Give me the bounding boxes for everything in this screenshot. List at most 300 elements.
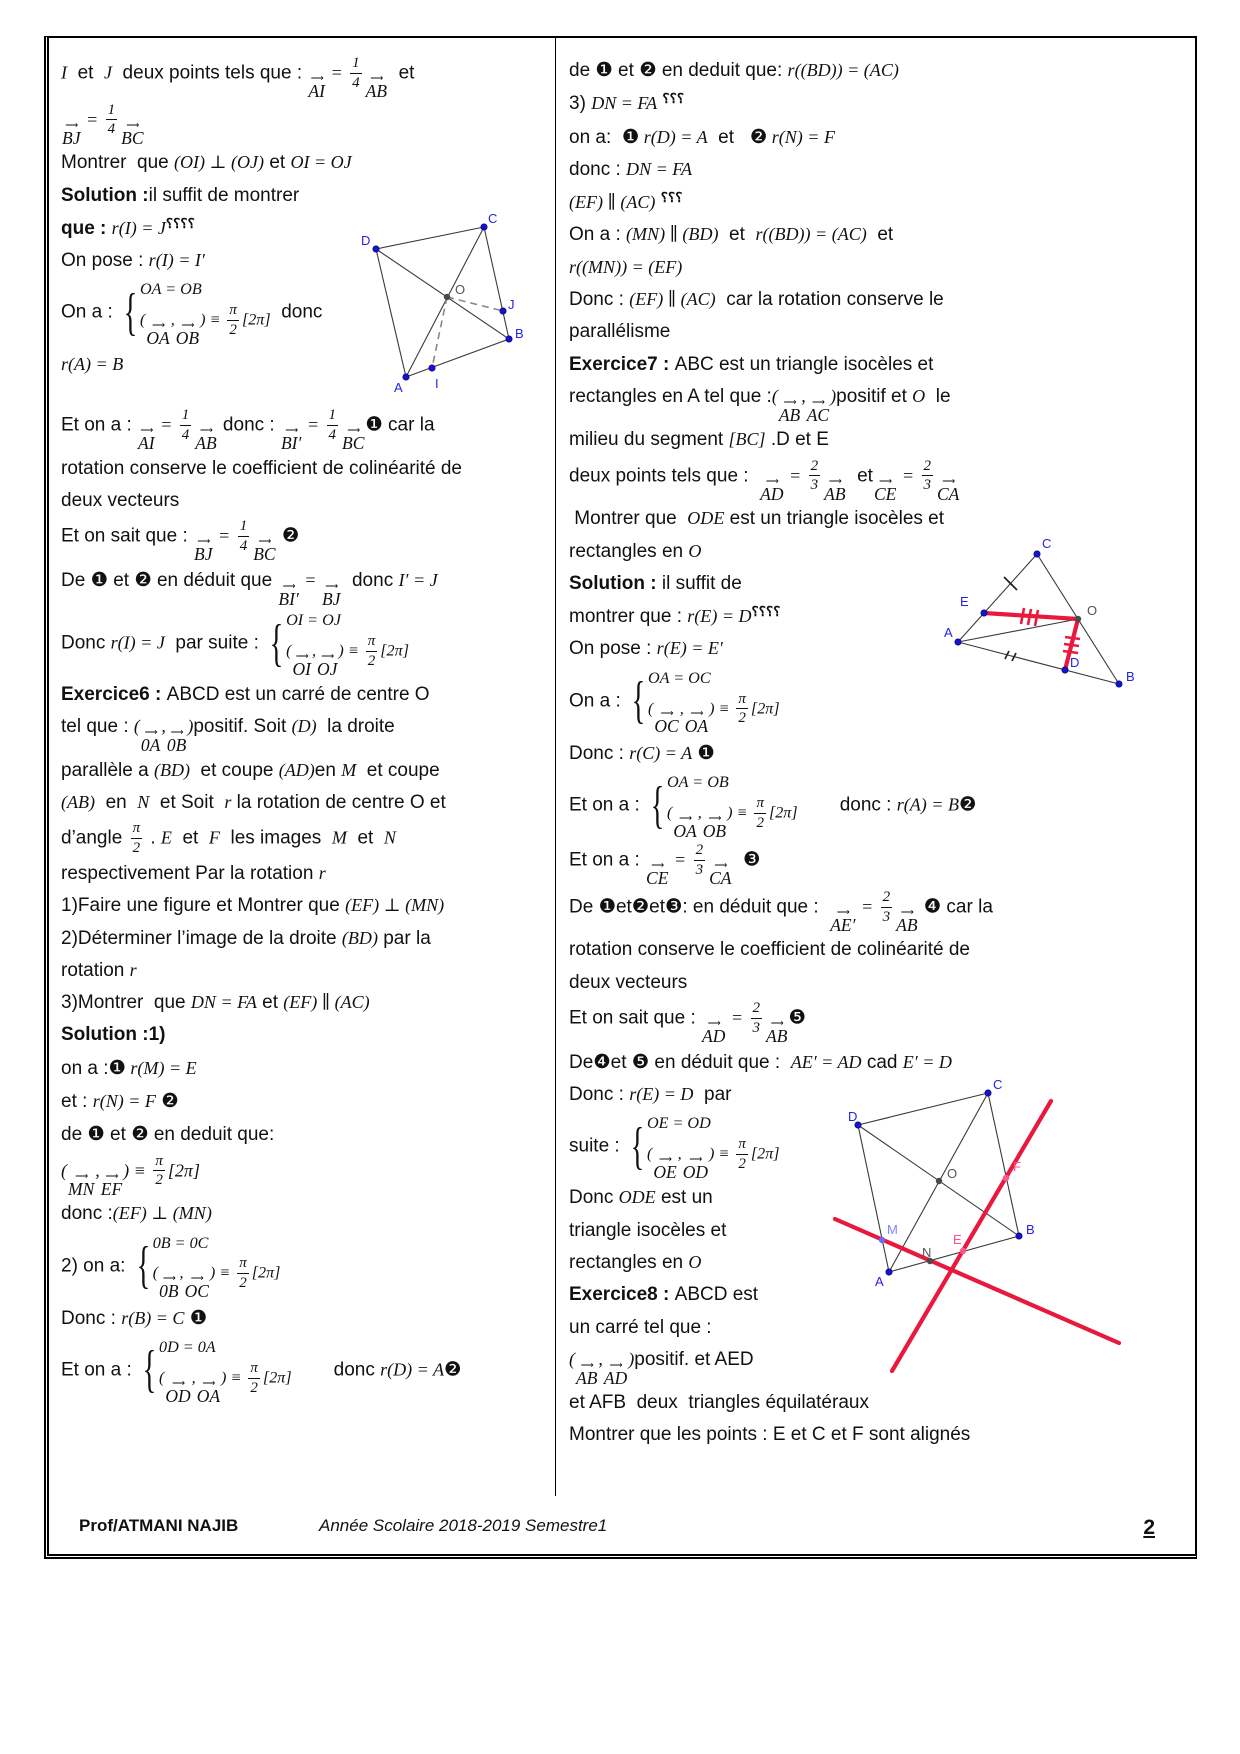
text-run: on a : — [61, 1057, 109, 1079]
vector — [576, 1359, 598, 1388]
text-run: Et on a : — [569, 794, 646, 816]
text-run: et — [388, 62, 415, 84]
math-run: = — [726, 1007, 748, 1028]
text-run: Donc — [569, 1187, 619, 1209]
step-badge: ❺ — [631, 1050, 650, 1073]
vector-name: OA — [146, 328, 170, 349]
vector-arrow-icon: ⟶ — [708, 812, 721, 823]
math-run: E′ = D — [902, 1051, 952, 1072]
vector-arrow-icon: ⟶ — [172, 1377, 184, 1388]
vector — [937, 475, 960, 504]
math-run: r((BD)) = (AC) — [755, 224, 867, 245]
vector-name: AB — [365, 81, 388, 102]
bold-text-run: Solution : — [61, 184, 149, 206]
text-run: De — [569, 896, 599, 918]
math-run: ) ≡ — [221, 1369, 246, 1387]
math-run: OI = OJ — [286, 612, 341, 630]
text-run: Montrer que — [569, 508, 688, 530]
text-run: en — [314, 759, 342, 781]
math-run: ( — [286, 642, 292, 660]
text-run: montrer que : — [569, 606, 688, 628]
math-run: (AD) — [278, 759, 315, 780]
text-run: De — [569, 1051, 594, 1073]
step-badge: ❺ — [788, 1006, 806, 1029]
text-line — [569, 349, 1189, 381]
svg-text:B: B — [1126, 668, 1135, 684]
bold-text-run: Solution :1) — [61, 1024, 166, 1046]
text-run: Donc : — [569, 1083, 630, 1105]
vector-arrow-icon: ⟶ — [75, 1170, 88, 1181]
fraction-denominator: 2 — [250, 1379, 258, 1396]
vector — [702, 812, 727, 841]
text-run: tel que : — [61, 716, 134, 738]
vector — [138, 425, 155, 454]
vector — [646, 860, 669, 889]
fraction-numerator: 2 — [752, 1000, 761, 1017]
math-run: ) ≡ — [338, 642, 363, 660]
bold-text-run: que : — [61, 217, 112, 239]
vector-name: BJ — [321, 588, 341, 609]
svg-text:F: F — [1013, 1158, 1021, 1174]
vector-name: OA — [196, 1385, 221, 1406]
vector-name: CE — [646, 868, 669, 889]
math-run: r(I) = J — [110, 632, 165, 653]
vector — [709, 860, 732, 889]
text-run: rectangles en A tel que : — [569, 385, 772, 407]
vector — [778, 396, 801, 425]
fraction-denominator: 2 — [738, 1155, 746, 1172]
math-run: r(D) = A — [639, 126, 708, 147]
step-badge: ❷ — [749, 125, 768, 148]
vector — [654, 708, 679, 737]
brace-glyph: { — [123, 283, 138, 341]
text-line — [61, 608, 547, 679]
vector — [184, 1273, 209, 1302]
text-run: et — [346, 827, 384, 849]
fraction — [751, 999, 763, 1038]
math-run: = — [669, 849, 691, 870]
text-run: rotation conserve le coefficient de colinéarité de — [61, 457, 463, 479]
text-run: donc : — [839, 794, 897, 816]
text-run: Et on a : — [61, 414, 138, 436]
text-line — [61, 1019, 547, 1051]
equation-system — [645, 771, 798, 840]
fraction — [153, 1152, 165, 1191]
text-run: deux points tels que : — [112, 62, 308, 84]
text-run: et — [846, 464, 873, 486]
math-run: N — [137, 792, 150, 813]
math-run: = — [155, 414, 177, 435]
math-run: ) — [830, 385, 837, 406]
fraction-numerator: 1 — [328, 406, 337, 423]
page-number: 2 — [1143, 1516, 1155, 1539]
text-run: et Soit — [149, 792, 225, 814]
text-run: On pose : — [569, 638, 657, 660]
text-run: 2) on a: — [61, 1255, 131, 1277]
text-run: et — [264, 152, 291, 174]
text-run: 1)Faire une figure et Montrer que — [61, 895, 346, 917]
vector — [195, 425, 217, 454]
math-run: [BC] — [728, 429, 766, 450]
step-badge: ❷ — [631, 895, 650, 918]
step-badge: ❷ — [131, 1123, 149, 1146]
fraction-numerator: 1 — [107, 101, 116, 118]
step-badge: ❷ — [639, 59, 657, 81]
math-run: [2π] — [750, 1145, 780, 1163]
equation-system — [264, 609, 409, 678]
text-line — [61, 679, 547, 711]
text-run: rectangles en — [569, 540, 689, 562]
text-run: 2)Déterminer l’image de la droite — [61, 927, 342, 949]
text-line — [569, 770, 1189, 841]
text-run: On a : — [61, 302, 119, 324]
text-run: et coupe — [190, 759, 279, 781]
math-run: ODE — [687, 508, 725, 529]
text-line — [569, 154, 1189, 186]
fraction — [809, 457, 821, 496]
vector — [830, 907, 856, 936]
system-row — [647, 1135, 780, 1181]
math-run: O — [688, 1251, 702, 1272]
svg-text:A: A — [394, 379, 403, 395]
text-line — [569, 1046, 1189, 1079]
text-run: Et on sait que : — [569, 1007, 702, 1029]
vector — [196, 1377, 221, 1406]
text-run: la droite — [316, 716, 395, 738]
fraction-numerator: 2 — [882, 888, 891, 905]
vector-name: AB — [576, 1367, 598, 1388]
text-run: car la — [382, 414, 435, 436]
fraction-numerator: 2 — [923, 457, 931, 474]
svg-text:C: C — [488, 210, 498, 226]
fraction-denominator: 3 — [695, 861, 704, 878]
vector — [166, 727, 187, 756]
vector-name: BI′ — [278, 588, 299, 609]
vector-name: OI — [292, 658, 311, 679]
vector-arrow-icon: ⟶ — [190, 1273, 203, 1284]
text-run: par — [693, 1083, 732, 1105]
text-line — [61, 147, 547, 179]
math-run: r(E) = E′ — [656, 638, 723, 659]
text-line — [569, 54, 1189, 87]
text-run: ABC est un triangle isocèles et — [674, 353, 934, 375]
text-run: Et on a : — [61, 1359, 138, 1381]
vector — [253, 536, 276, 565]
text-line — [569, 1419, 1189, 1451]
math-run: , — [677, 1145, 682, 1163]
text-run: et — [866, 224, 894, 246]
math-run: r — [129, 959, 137, 980]
system-rows — [159, 1336, 292, 1405]
math-run: I — [61, 62, 68, 83]
vector-name: CA — [709, 868, 732, 889]
vector-arrow-icon: ⟶ — [707, 1018, 720, 1029]
fraction-numerator: π — [738, 690, 746, 707]
svg-text:C: C — [1042, 535, 1052, 551]
fraction — [694, 841, 706, 880]
math-run: ( — [140, 312, 146, 330]
page-frame — [44, 36, 1197, 1559]
text-run: deux points tels que : — [569, 464, 760, 486]
math-run: (EF) ⊥ (MN) — [112, 1203, 212, 1224]
math-run: (EF) ∥ (AC) — [629, 289, 716, 310]
figure-fig3 — [829, 1076, 1189, 1373]
text-run: le — [925, 385, 951, 407]
text-run: et : — [61, 1091, 93, 1113]
text-line — [569, 252, 1189, 284]
math-run: 0B = 0C — [152, 1234, 209, 1252]
text-run: car la — [941, 896, 993, 918]
page-footer — [49, 1516, 1195, 1542]
text-line — [569, 888, 1189, 935]
text-line — [61, 923, 547, 955]
fraction-numerator: 2 — [695, 842, 704, 859]
vector-name: OE — [653, 1161, 677, 1182]
math-run: [2π] — [750, 700, 780, 718]
text-run: donc : — [569, 158, 627, 180]
text-line — [61, 1335, 547, 1406]
text-line — [61, 1052, 547, 1085]
math-run: ODE — [618, 1187, 656, 1208]
fraction — [736, 1135, 748, 1174]
math-run: (EF) ∥ (AC) — [569, 192, 656, 213]
text-run: donc — [333, 1359, 381, 1381]
math-run: DN = FA — [190, 992, 257, 1013]
text-line — [61, 1152, 547, 1199]
vector-arrow-icon: ⟶ — [202, 1377, 215, 1388]
vector — [175, 320, 200, 349]
bold-text-run: Exercice8 : — [569, 1284, 675, 1306]
vector-name: EF — [100, 1178, 123, 1199]
math-run: [2π] — [380, 642, 409, 660]
text-run: positif et — [836, 385, 913, 407]
system-row — [286, 609, 409, 632]
vector — [682, 1153, 708, 1182]
step-badge: ❶ — [189, 1306, 208, 1329]
question-marks: ؟؟؟؟ — [165, 215, 195, 231]
fraction-numerator: π — [756, 795, 764, 812]
math-run: ( — [61, 1159, 68, 1180]
text-run: et — [67, 62, 104, 84]
text-line — [61, 1198, 547, 1230]
system-row — [140, 278, 271, 301]
brace-glyph: { — [650, 776, 665, 834]
text-line — [569, 1387, 1189, 1419]
text-run: en déduit que — [151, 569, 278, 591]
column-divider — [555, 38, 556, 1496]
vector-name: 0A — [140, 735, 161, 756]
text-run: milieu du segment — [569, 429, 729, 451]
vector-name: AB — [824, 483, 846, 504]
system-row — [648, 690, 780, 736]
vector-name: AE′ — [830, 915, 856, 936]
fraction-denominator: 2 — [239, 1275, 247, 1292]
vector-name: AI — [308, 81, 325, 102]
text-run: rotation — [61, 959, 130, 981]
vector-arrow-icon: ⟶ — [140, 425, 153, 436]
math-run: M — [331, 827, 347, 848]
vector-arrow-icon: ⟶ — [828, 475, 841, 486]
math-run: r(A) = B — [61, 353, 124, 374]
fraction — [248, 1359, 260, 1398]
question-marks: ؟؟؟ — [662, 91, 685, 107]
fraction — [350, 54, 362, 93]
vector-name: AD — [760, 483, 784, 504]
equation-system — [137, 1336, 292, 1405]
text-run: positif. Soit — [193, 716, 292, 738]
text-run: positif. et AED — [634, 1348, 754, 1370]
text-run: donc — [341, 569, 399, 591]
math-run: , — [191, 1369, 196, 1387]
math-run: = — [856, 896, 878, 917]
vector-name: OC — [184, 1281, 209, 1302]
text-run: donc : — [61, 1203, 113, 1225]
math-run: r(D) = A — [380, 1359, 445, 1380]
vector-arrow-icon: ⟶ — [942, 475, 955, 486]
math-run: DN = FA — [626, 158, 692, 179]
text-run: suite : — [569, 1135, 625, 1157]
math-run: OA = OB — [667, 774, 729, 792]
vector-arrow-icon: ⟶ — [181, 320, 194, 331]
vector-arrow-icon: ⟶ — [282, 580, 295, 591]
math-run: r(A) = B — [896, 794, 959, 815]
text-run — [732, 849, 743, 870]
system-row — [648, 667, 780, 690]
fraction — [881, 888, 893, 927]
text-run: il suffit de montrer — [148, 184, 300, 206]
math-run: , — [311, 642, 316, 660]
vector — [824, 475, 846, 504]
vector-arrow-icon: ⟶ — [609, 1359, 622, 1370]
math-run: = — [213, 525, 235, 546]
step-badge: ❶ — [108, 1056, 126, 1079]
fraction — [754, 794, 766, 833]
math-run: = — [784, 464, 806, 485]
math-run: F — [208, 827, 220, 848]
fraction-numerator: π — [155, 1152, 163, 1169]
text-run: est un triangle isocèles et — [724, 508, 945, 530]
text-run: il suffit de — [661, 572, 742, 594]
brace-glyph: { — [630, 1117, 645, 1175]
text-run: et — [612, 60, 640, 81]
svg-text:D: D — [1070, 654, 1080, 670]
text-run: parallèle a — [61, 759, 154, 781]
vector-name: OC — [654, 716, 679, 737]
step-badge: ❸ — [743, 848, 761, 871]
step-badge: ❶ — [87, 1123, 105, 1146]
math-run: ( — [152, 1265, 159, 1283]
figure-fig1-canvas — [347, 210, 547, 402]
fraction — [106, 101, 118, 140]
vector-arrow-icon: ⟶ — [105, 1170, 118, 1181]
math-run: , — [801, 385, 806, 406]
vector — [62, 119, 81, 148]
vector-name: OJ — [317, 658, 338, 679]
vector-name: AC — [806, 404, 830, 425]
vector — [194, 536, 213, 565]
svg-text:O: O — [455, 281, 466, 297]
text-line — [569, 737, 1189, 770]
math-run: r — [224, 792, 232, 813]
text-run: et — [104, 1124, 132, 1146]
math-run: ( — [646, 1145, 653, 1163]
math-run: OE = OD — [646, 1115, 711, 1133]
text-run: donc — [270, 302, 323, 324]
math-run: ( — [771, 385, 778, 406]
fraction-denominator: 4 — [181, 426, 190, 443]
text-line — [61, 453, 547, 485]
text-line — [61, 858, 547, 890]
fraction-numerator: 2 — [810, 457, 819, 474]
figure-fig2 — [944, 535, 1189, 698]
text-run: on a: — [569, 126, 622, 148]
vector — [684, 708, 709, 737]
math-run: ) ≡ — [708, 1145, 734, 1163]
text-line — [569, 381, 1189, 424]
svg-text:B: B — [1026, 1221, 1035, 1237]
vector-name: OD — [165, 1385, 191, 1406]
math-run: E — [160, 827, 172, 848]
vector-arrow-icon: ⟶ — [285, 425, 298, 436]
fraction-denominator: 2 — [229, 322, 237, 339]
text-run: Et on sait que : — [61, 525, 194, 547]
fraction — [180, 406, 192, 445]
text-run: On pose : — [61, 250, 149, 272]
fraction — [227, 301, 239, 340]
text-run: .D et E — [765, 429, 829, 451]
system-row — [140, 301, 271, 347]
fraction — [237, 1254, 249, 1293]
fraction-denominator: 2 — [367, 652, 376, 669]
text-line — [569, 121, 1189, 154]
footer-author: Prof/ATMANI NAJIB — [79, 1516, 239, 1535]
vector — [806, 396, 830, 425]
math-run: M — [341, 759, 357, 780]
vector-name: BC — [253, 544, 276, 565]
text-line — [569, 186, 1189, 219]
vector-name: AB — [778, 404, 801, 425]
text-run: triangle isocèles et — [569, 1219, 727, 1241]
vector-arrow-icon: ⟶ — [321, 650, 334, 661]
vector-arrow-icon: ⟶ — [162, 1273, 175, 1284]
math-run: r(I) = J — [111, 217, 166, 238]
math-run: , — [679, 700, 684, 718]
fraction-numerator: π — [250, 1359, 258, 1376]
vector-arrow-icon: ⟶ — [714, 860, 727, 871]
text-run: 3) — [569, 93, 592, 115]
system-row — [647, 1112, 780, 1135]
svg-text:C: C — [993, 1076, 1003, 1092]
fraction-numerator: π — [367, 633, 376, 650]
fraction-denominator: 3 — [882, 908, 891, 925]
text-run: donc : — [217, 414, 280, 436]
math-run: r(C) = A — [629, 742, 693, 763]
step-badge: ❷ — [134, 568, 152, 591]
text-run: Donc — [61, 632, 111, 654]
text-run: Donc : — [61, 1307, 122, 1329]
vector-name: BJ — [62, 127, 81, 148]
fraction-denominator: 2 — [756, 814, 764, 831]
text-run: De — [61, 569, 91, 591]
svg-text:D: D — [848, 1108, 858, 1124]
brace-glyph: { — [142, 1341, 157, 1399]
equation-system — [625, 1112, 780, 1181]
system-row — [667, 794, 798, 840]
vector — [603, 1359, 628, 1388]
vector-name: AD — [603, 1367, 628, 1388]
vector-name: OD — [682, 1161, 708, 1182]
vector-arrow-icon: ⟶ — [65, 119, 78, 130]
